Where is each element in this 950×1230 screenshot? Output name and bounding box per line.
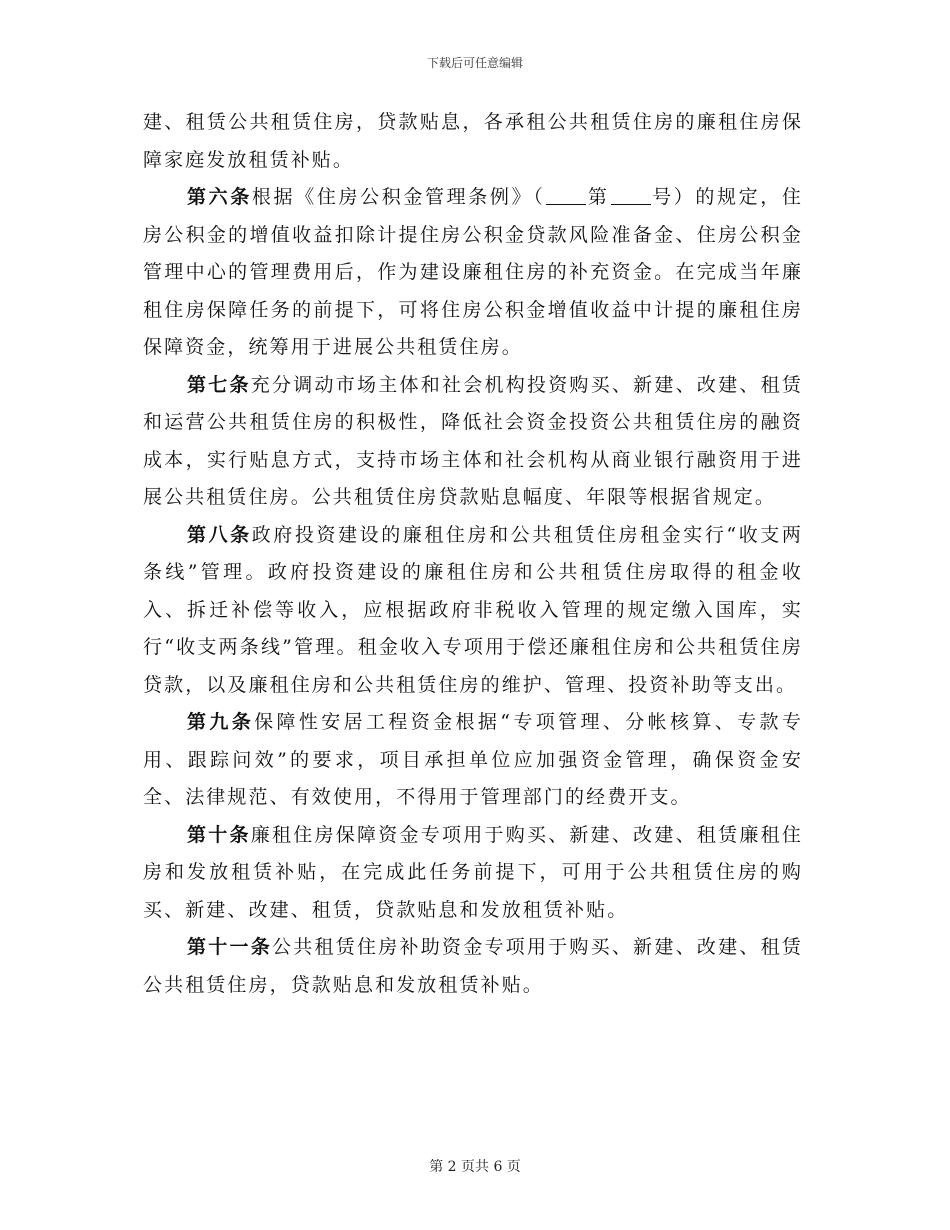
article-7-number: 第七条 bbox=[187, 373, 251, 396]
continuation-paragraph: 建、租赁公共租赁住房，贷款贴息，各承租公共租赁住房的廉租住房保障家庭发放租赁补贴。 bbox=[143, 111, 803, 171]
article-8-number: 第八条 bbox=[187, 523, 252, 546]
article-11-number: 第十一条 bbox=[187, 936, 272, 958]
article-6-paragraph bbox=[143, 179, 803, 367]
article-9-text: 保障性安居工程资金根据“专项管理、分帐核算、专款专用、跟踪问效”的要求，项目承担单位应加强资金管理，确保资金安全、法律规范、有效使用，不得用于管理部门的经费开支。 bbox=[143, 711, 803, 808]
article-6-number: 第六条 bbox=[187, 186, 252, 208]
article-7-paragraph bbox=[143, 367, 803, 517]
header-note: 下载后可任意编辑 bbox=[426, 56, 523, 70]
article-10-number: 第十条 bbox=[187, 823, 251, 846]
article-10-text: 廉租住房保障资金专项用于购买、新建、改建、租赁廉租住房和发放租赁补贴，在完成此任务前提下，可用于公共租赁住房的购买、新建、改建、租赁，贷款贴息和发放租赁补贴。 bbox=[143, 823, 803, 921]
article-6-text-a: 根据《住房公积金管理条例》（ bbox=[251, 186, 546, 208]
article-6-text-c: 号）的规定，住房公积金的增值收益扣除计提住房公积金贷款风险准备金、住房公积金管理中心的管理费用后，作为建设廉租住房的补充资金。在完成当年廉租住房保障任务的前提下，可将住房公积金增值收益中计提的廉租住房保障资金，统筹用于进展公共租赁住房。 bbox=[143, 186, 804, 358]
page-number-footer: 第 2 页共 6 页 bbox=[429, 1159, 521, 1175]
article-8-text: 政府投资建设的廉租住房和公共租赁住房租金实行“收支两条线”管理。政府投资建设的廉租住房和公共租赁住房取得的租金收入、拆迁补偿等收入，应根据政府非税收入管理的规定缴入国库，实行“收支两条线”管理。租金收入专项用于偿还廉租住房和公共租赁住房贷款，以及廉租住房和公共租赁住房的维护、管理、投资补助等支出。 bbox=[143, 523, 803, 696]
article-11-text: 公共租赁住房补助资金专项用于购买、新建、改建、租赁公共租赁住房，贷款贴息和发放租赁补贴。 bbox=[143, 936, 803, 996]
article-11-paragraph bbox=[143, 929, 803, 1004]
article-6-text-b: 第 bbox=[587, 186, 610, 208]
article-9-paragraph bbox=[143, 704, 803, 817]
document-body bbox=[143, 104, 803, 1004]
article-7-text: 充分调动市场主体和社会机构投资购买、新建、改建、租赁和运营公共租赁住房的积极性，降低社会资金投资公共租赁住房的融资成本，实行贴息方式，支持市场主体和社会机构从商业银行融资用于进展公共租赁住房。公共租赁住房贷款贴息幅度、年限等根据省规定。 bbox=[143, 373, 803, 508]
blank-line bbox=[546, 182, 586, 205]
blank-line bbox=[611, 182, 651, 205]
article-8-paragraph bbox=[143, 517, 803, 705]
article-9-number: 第九条 bbox=[187, 711, 255, 733]
article-10-paragraph bbox=[143, 817, 803, 930]
